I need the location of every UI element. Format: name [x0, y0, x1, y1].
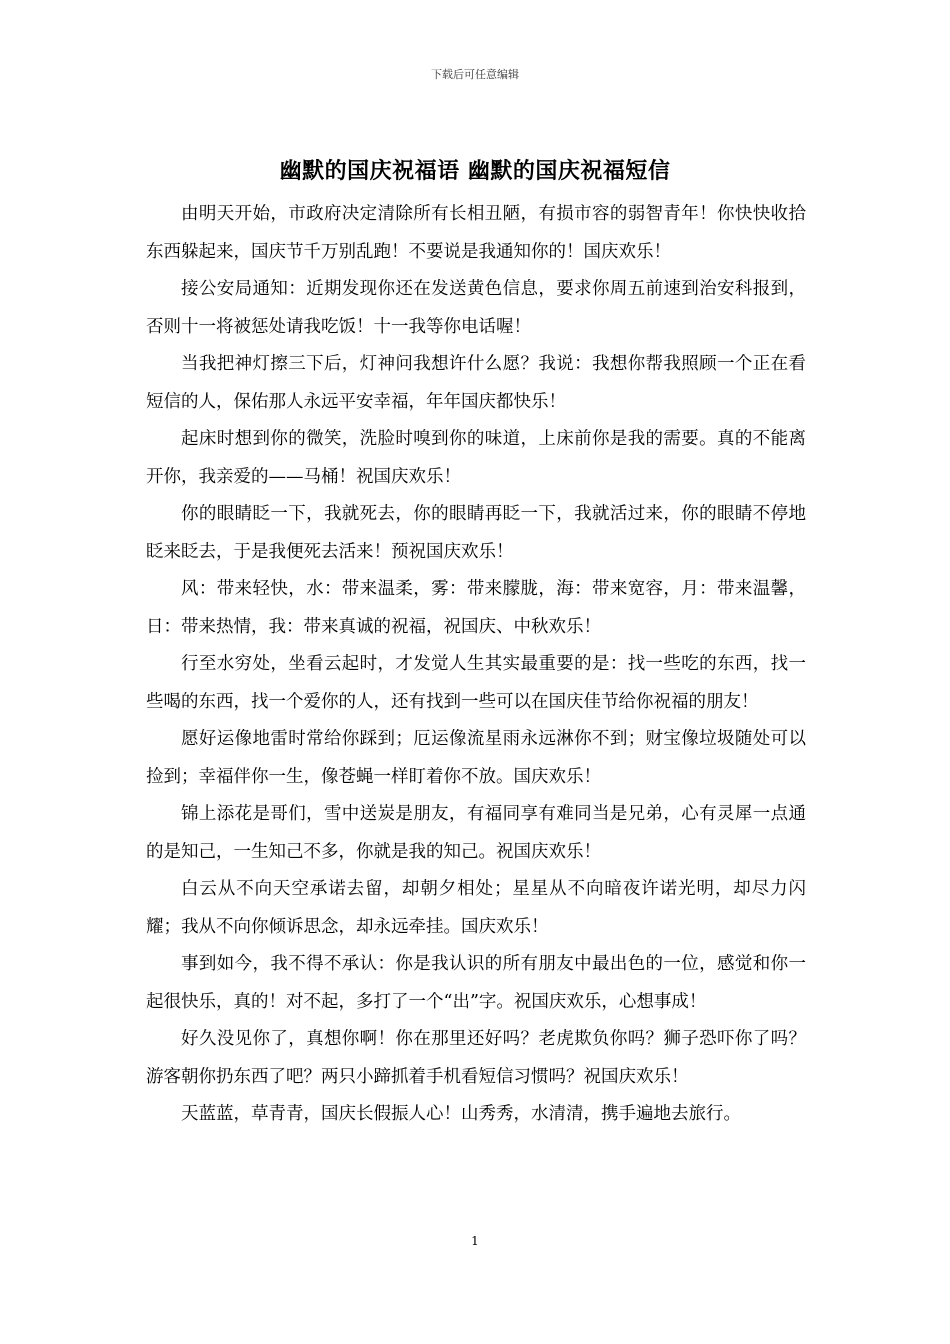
document-title: 幽默的国庆祝福语 幽默的国庆祝福短信 [279, 158, 671, 184]
paragraph: 你的眼睛眨一下，我就死去，你的眼睛再眨一下，我就活过来，你的眼睛不停地眨来眨去，于是我便死去活来！预祝国庆欢乐！ [146, 504, 806, 562]
paragraph: 起床时想到你的微笑，洗脸时嗅到你的味道，上床前你是我的需要。真的不能离开你，我亲爱的——马桶！祝国庆欢乐！ [146, 429, 806, 487]
document-body [146, 196, 806, 1134]
paragraph: 风：带来轻快，水：带来温柔，雾：带来朦胧，海：带来宽容，月：带来温馨，日：带来热情，我：带来真诚的祝福，祝国庆、中秋欢乐！ [146, 579, 806, 637]
paragraph: 接公安局通知：近期发现你还在发送黄色信息，要求你周五前速到治安科报到，否则十一将被惩处请我吃饭！十一我等你电话喔！ [146, 279, 806, 337]
paragraph: 当我把神灯擦三下后，灯神问我想许什么愿？我说：我想你帮我照顾一个正在看短信的人，保佑那人永远平安幸福，年年国庆都快乐！ [146, 354, 806, 412]
paragraph: 锦上添花是哥们，雪中送炭是朋友，有福同享有难同当是兄弟，心有灵犀一点通的是知己，一生知己不多，你就是我的知己。祝国庆欢乐！ [146, 804, 806, 862]
paragraph: 行至水穷处，坐看云起时，才发觉人生其实最重要的是：找一些吃的东西，找一些喝的东西，找一个爱你的人，还有找到一些可以在国庆佳节给你祝福的朋友！ [146, 654, 806, 712]
header-note: 下载后可任意编辑 [431, 68, 519, 81]
paragraph: 事到如今，我不得不承认：你是我认识的所有朋友中最出色的一位，感觉和你一起很快乐，真的！对不起，多打了一个“出”字。祝国庆欢乐，心想事成！ [146, 954, 806, 1012]
paragraph: 天蓝蓝，草青青，国庆长假振人心！山秀秀，水清清，携手遍地去旅行。 [181, 1104, 741, 1124]
paragraph: 由明天开始，市政府决定清除所有长相丑陋，有损市容的弱智青年！你快快收拾东西躲起来，国庆节千万别乱跑！不要说是我通知你的！国庆欢乐！ [146, 204, 806, 262]
page-number: 1 [471, 1234, 479, 1248]
paragraph: 愿好运像地雷时常给你踩到；厄运像流星雨永远淋你不到；财宝像垃圾随处可以捡到；幸福伴你一生，像苍蝇一样盯着你不放。国庆欢乐！ [146, 729, 806, 787]
paragraph: 好久没见你了，真想你啊！你在那里还好吗？老虎欺负你吗？狮子恐吓你了吗？游客朝你扔东西了吧？两只小蹄抓着手机看短信习惯吗？祝国庆欢乐！ [146, 1029, 806, 1087]
paragraph: 白云从不向天空承诺去留，却朝夕相处；星星从不向暗夜许诺光明，却尽力闪耀；我从不向你倾诉思念，却永远牵挂。国庆欢乐！ [146, 879, 806, 937]
